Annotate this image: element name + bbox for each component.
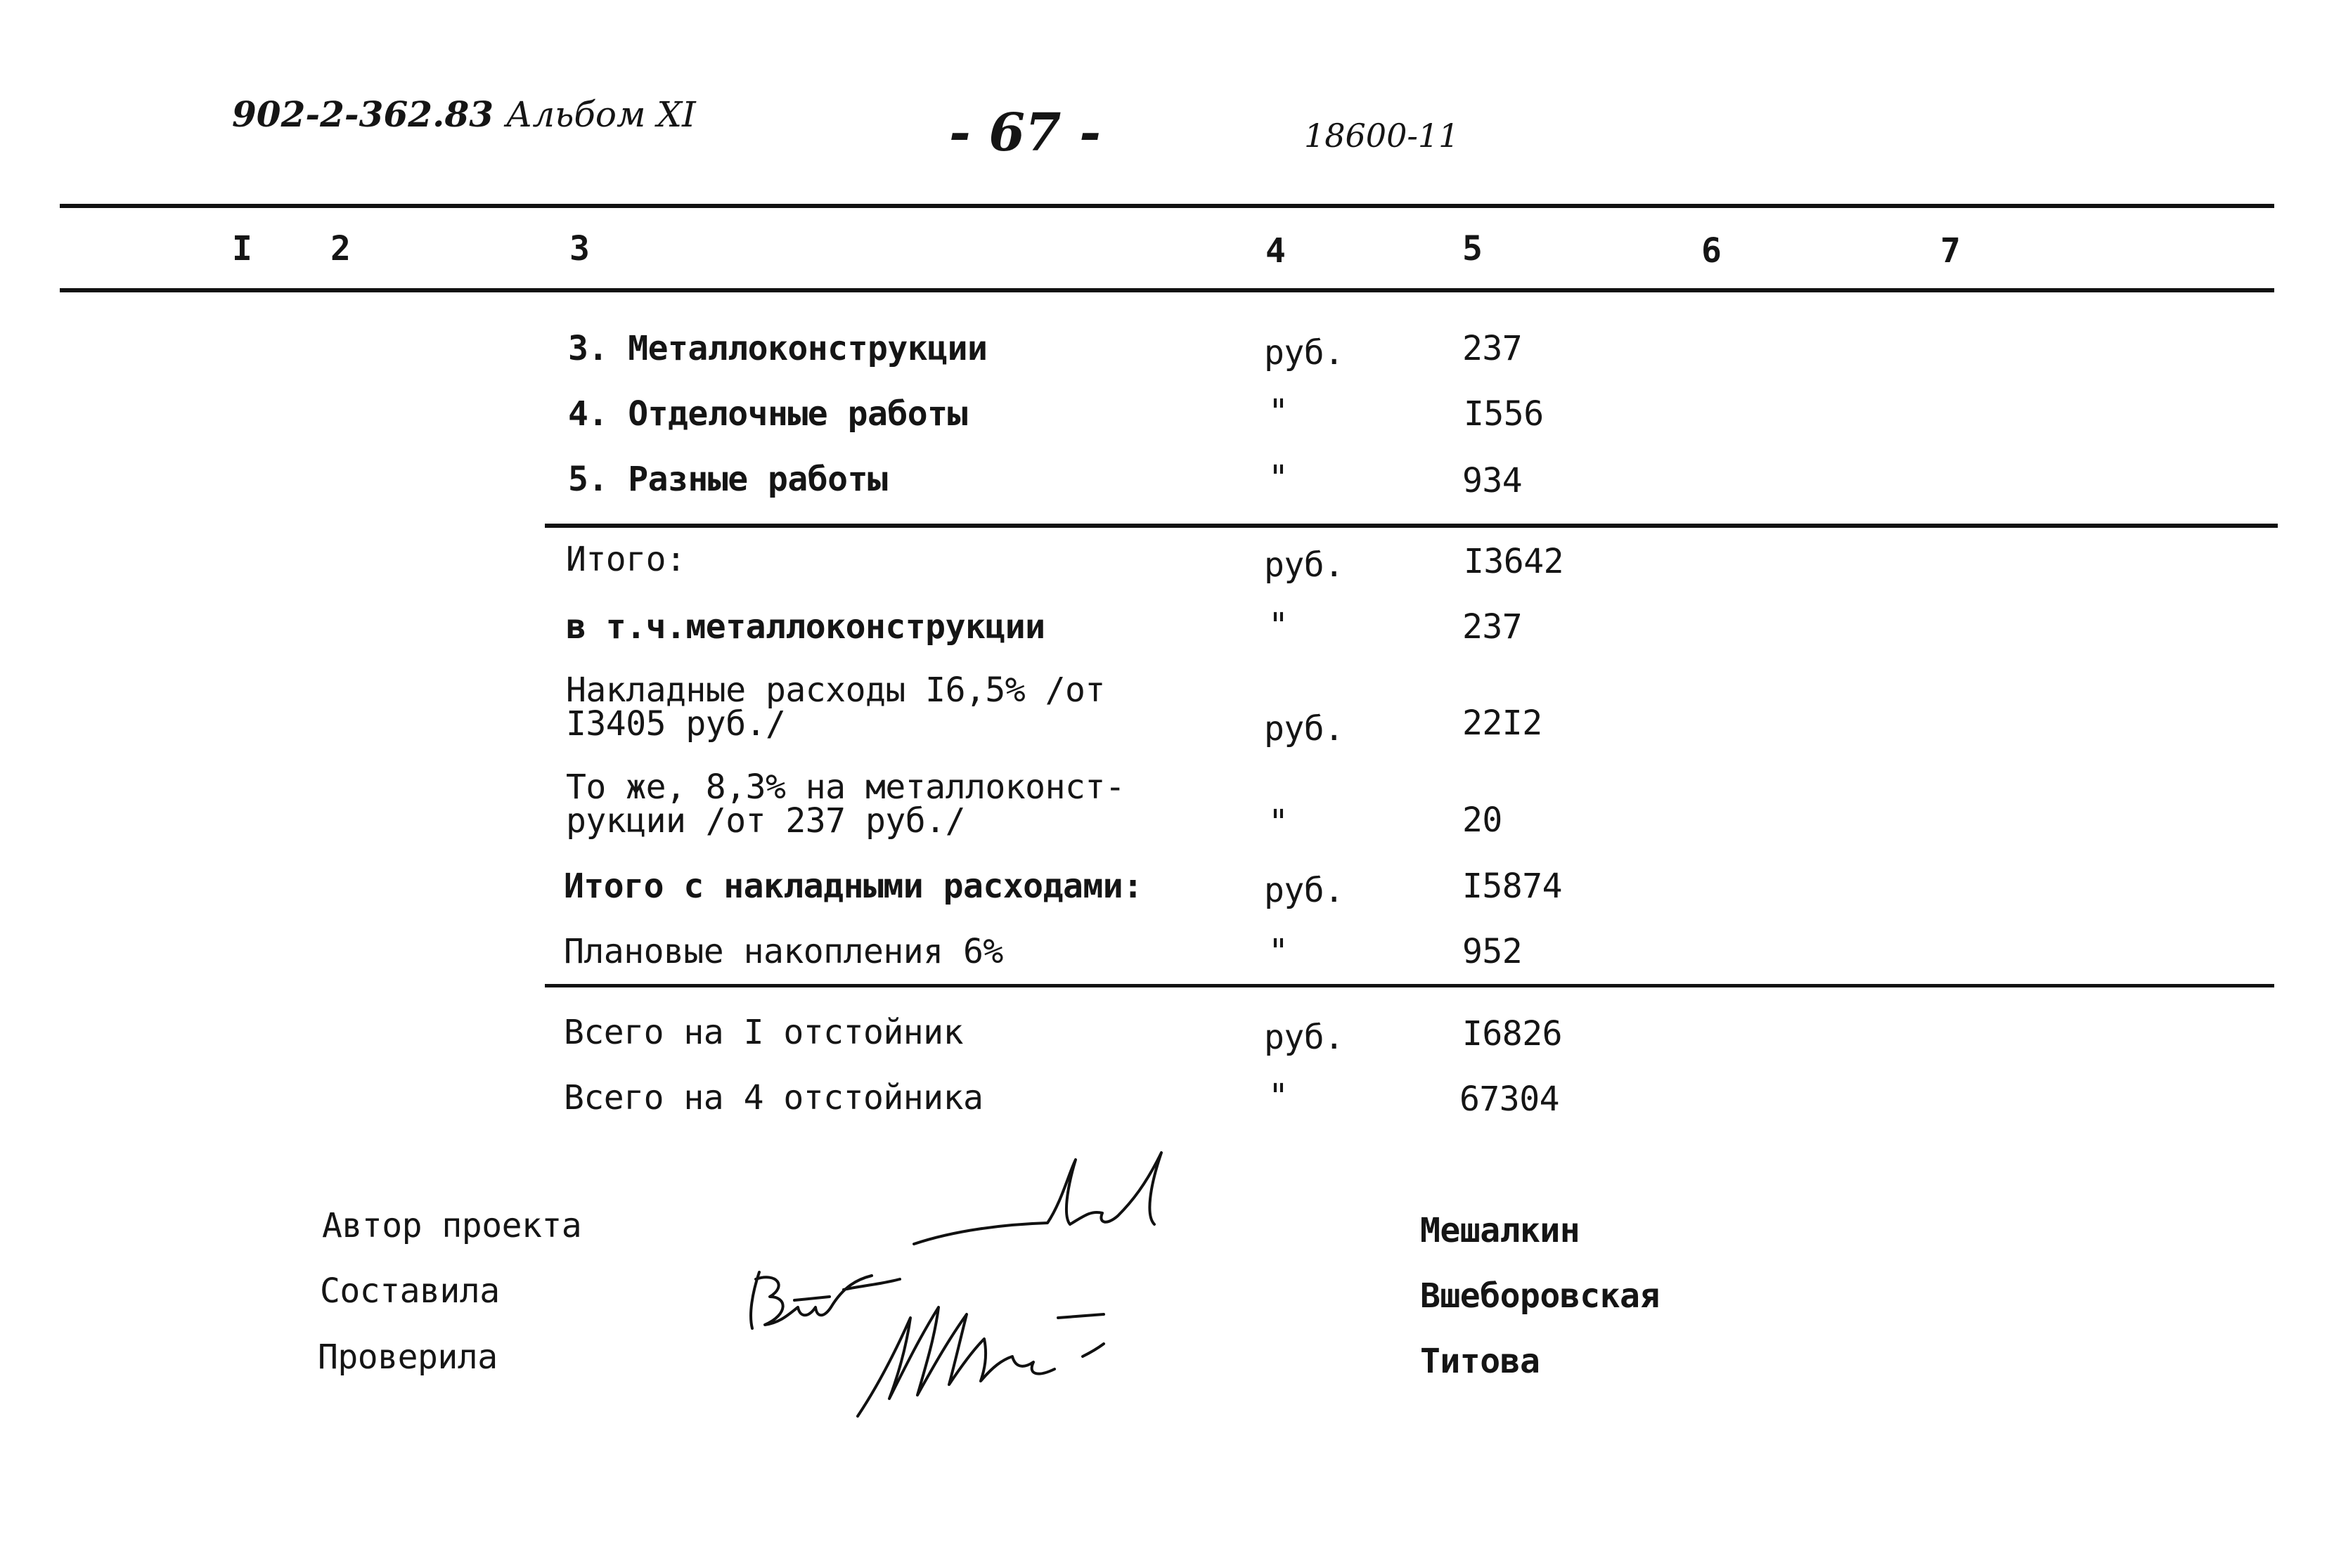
column-number: 5 <box>1462 229 1483 268</box>
row-value: I3642 <box>1464 542 1563 581</box>
column-number: I <box>232 229 252 268</box>
row-value: I556 <box>1464 394 1544 434</box>
signer-name: Мешалкин <box>1420 1211 1580 1250</box>
row-name: Плановые накопления 6% <box>564 932 1003 971</box>
row-unit: " <box>1268 1077 1289 1116</box>
row-unit: руб. <box>1264 871 1344 910</box>
row-value: 22I2 <box>1462 704 1542 743</box>
row-name: Всего на 4 отстойника <box>564 1078 984 1117</box>
row-name: 3. Металлоконструкции <box>568 329 988 368</box>
row-unit: руб. <box>1264 709 1344 749</box>
row-value: 237 <box>1462 329 1523 368</box>
document-code <box>232 93 696 135</box>
album-label: Альбом XI <box>505 94 696 135</box>
row-name: 4. Отделочные работы <box>568 394 967 434</box>
page-number: - 67 - <box>949 103 1101 163</box>
header-bottom-rule <box>60 288 2274 292</box>
row-unit: " <box>1268 606 1289 645</box>
signer-name: Титова <box>1420 1342 1540 1381</box>
signer-name: Вшеборовская <box>1420 1276 1660 1316</box>
column-number: 7 <box>1940 231 1961 271</box>
row-unit: " <box>1268 392 1289 432</box>
row-name: Всего на I отстойник <box>564 1013 963 1052</box>
subtotal-rule <box>545 524 2278 528</box>
row-name: 5. Разные работы <box>568 460 888 499</box>
row-unit: руб. <box>1264 333 1344 372</box>
row-value: 67304 <box>1459 1080 1559 1119</box>
column-number: 4 <box>1265 231 1286 271</box>
header-top-rule <box>60 204 2274 208</box>
row-unit: " <box>1268 932 1289 971</box>
document-number: 902-2-362.83 <box>232 93 494 135</box>
row-unit: " <box>1268 458 1289 498</box>
row-value: 20 <box>1462 801 1502 840</box>
row-value: 237 <box>1462 607 1523 647</box>
row-name: Итого: <box>566 540 686 579</box>
row-value: 952 <box>1462 932 1523 971</box>
column-number: 6 <box>1701 231 1722 271</box>
row-name: Итого с накладными расходами: <box>564 867 1143 906</box>
row-unit: руб. <box>1264 545 1344 585</box>
row-value: I5874 <box>1462 867 1562 906</box>
column-number: 3 <box>569 229 590 268</box>
row-name: То же, 8,3% на металлоконст- рукции /от 237 руб./ <box>566 767 1126 841</box>
row-unit: " <box>1268 803 1289 842</box>
role-label: Составила <box>320 1271 500 1311</box>
row-value: I6826 <box>1462 1014 1562 1054</box>
row-value: 934 <box>1462 461 1523 500</box>
signature-checker-image <box>844 1279 1139 1420</box>
row-unit: руб. <box>1264 1018 1344 1057</box>
total-rule <box>545 984 2274 987</box>
row-name: в т.ч.металлоконструкции <box>566 607 1045 647</box>
row-name: Накладные расходы I6,5% /от I3405 руб./ <box>566 670 1105 744</box>
column-number: 2 <box>330 229 351 268</box>
role-label: Проверила <box>318 1337 498 1377</box>
inventory-number: 18600-11 <box>1304 117 1459 155</box>
role-label: Автор проекта <box>322 1206 582 1245</box>
